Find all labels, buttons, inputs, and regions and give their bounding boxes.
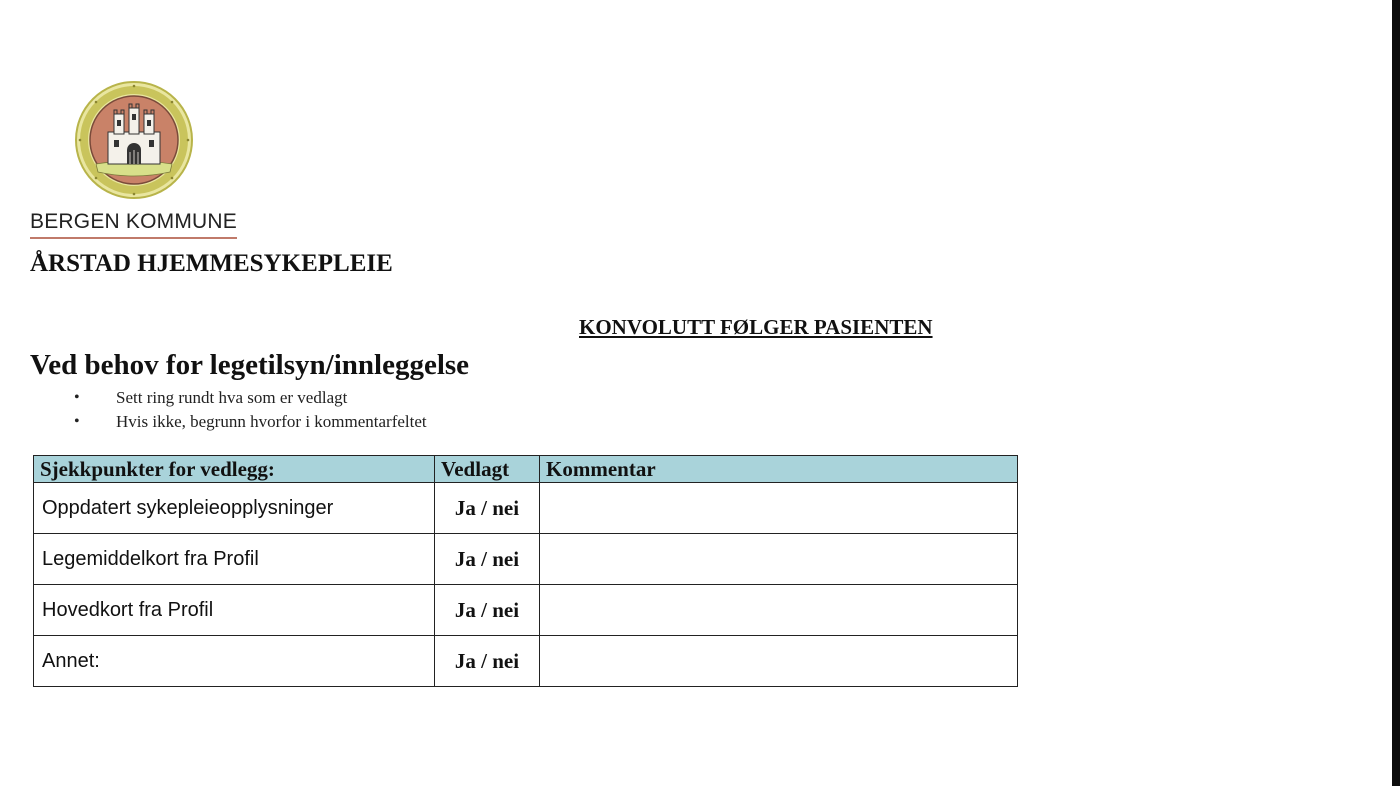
column-header-kommentar: Kommentar [540,456,1018,483]
comment-field[interactable] [540,534,1018,585]
bullet-icon: • [74,413,80,430]
table-row [34,483,1018,534]
page-edge [1392,0,1400,786]
vedlagt-choice[interactable]: Ja / nei [435,534,540,585]
comment-field[interactable] [540,636,1018,687]
column-header-vedlagt: Vedlagt [435,456,540,483]
column-header-checkpoints: Sjekkpunkter for vedlegg: [34,456,435,483]
instruction-item [72,410,427,434]
comment-field[interactable] [540,585,1018,636]
checkpoint-item: Legemiddelkort fra Profil [34,534,435,585]
instruction-item [72,386,427,410]
table-row [34,534,1018,585]
checkpoint-item: Hovedkort fra Profil [34,585,435,636]
instruction-text: Sett ring rundt hva som er vedlagt [116,388,348,407]
table-header-row [34,456,1018,483]
envelope-note: KONVOLUTT FØLGER PASIENTEN [579,315,933,339]
table-row [34,585,1018,636]
vedlagt-choice[interactable]: Ja / nei [435,636,540,687]
bullet-icon: • [74,389,80,406]
instruction-list [72,386,427,434]
table-row [34,636,1018,687]
vedlagt-choice[interactable]: Ja / nei [435,483,540,534]
bergen-city-seal-icon [74,80,194,200]
comment-field[interactable] [540,483,1018,534]
form-heading: Ved behov for legetilsyn/innleggelse [30,349,470,381]
checkpoint-item: Annet: [34,636,435,687]
vedlagt-choice[interactable]: Ja / nei [435,585,540,636]
checkpoint-item: Oppdatert sykepleieopplysninger [34,483,435,534]
instruction-text: Hvis ikke, begrunn hvorfor i kommentarfeltet [116,412,427,431]
attachment-checklist-table [33,455,1018,687]
organization-name: BERGEN KOMMUNE [30,210,237,239]
unit-name: ÅRSTAD HJEMMESYKEPLEIE [30,250,393,277]
